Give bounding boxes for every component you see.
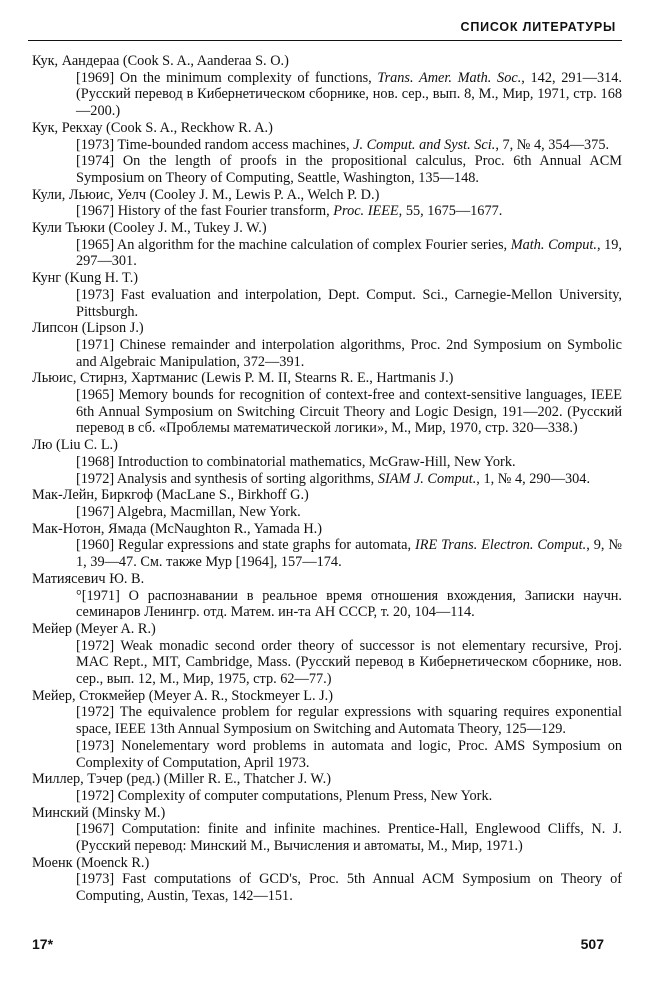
entry-author: Мейер, Стокмейер (Meyer A. R., Stockmeyer L. J.) <box>32 687 334 704</box>
entry-author: Лю (Liu C. L.) <box>32 437 118 454</box>
reference-text: [1972] The equivalence problem for regular expressions with squaring requires exponential space, IEEE 13th Annual Symposium on Switching and Automata Theory, 125—129. <box>76 704 622 738</box>
entry-author: Миллер, Тэчер (ред.) (Miller R. E., Thatcher J. W.) <box>32 771 331 788</box>
reference-text: [1971] Chinese remainder and interpolation algorithms, Proc. 2nd Symposium on Symbolic and Algebraic Manipulation, 372—391. <box>76 336 622 370</box>
bibliography-entry <box>32 320 622 370</box>
entry-author: Матиясевич Ю. В. <box>32 570 145 587</box>
reference-text: [1972] Weak monadic second order theory of successor is not elementary recursive, Proj. MAC Rept., MIT, Cambridge, Mass. (Русский перевод в Кибернетическом сборнике, нов. сер., вып. 12, М., Мир, 1975, стр. 62—77.) <box>76 637 622 688</box>
reference-text: [1972] Analysis and synthesis of sorting algorithms, <box>76 470 378 487</box>
entry-reference <box>76 821 622 854</box>
bibliography-list <box>32 53 622 905</box>
reference-text: [1960] Regular expressions and state graphs for automata, <box>76 537 415 554</box>
reference-text: , 142, 291—314. (Русский перевод в Кибернетическом сборнике, нов. сер., вып. 8, М., Мир, 1971, стр. 168—200.) <box>76 69 622 120</box>
entry-reference <box>76 137 622 154</box>
bibliography-entry <box>32 187 622 220</box>
bibliography-entry <box>32 53 622 120</box>
bibliography-entry <box>32 855 622 905</box>
entry-reference <box>76 287 622 320</box>
entry-reference <box>76 638 622 688</box>
reference-text: [1967] Computation: finite and infinite machines. Prentice-Hall, Englewood Cliffs, N. J. (Русский перевод: Минский М., Вычисления и автоматы, М., Мир, 1971.) <box>76 821 622 855</box>
reference-text: [1967] History of the fast Fourier transform, <box>76 203 334 220</box>
bibliography-entry <box>32 805 622 855</box>
signature-mark: 17* <box>32 936 54 952</box>
reference-text: , 1, № 4, 290—304. <box>476 470 591 487</box>
bibliography-entry <box>32 521 622 571</box>
entry-reference <box>76 387 622 437</box>
reference-text: [1973] Nonelementary word problems in automata and logic, Proc. AMS Symposium on Complexity of Computation, April 1973. <box>76 737 622 771</box>
entry-author: Мак-Нотон, Ямада (McNaughton R., Yamada H.) <box>32 520 323 537</box>
entry-reference <box>76 788 622 805</box>
running-header <box>28 18 622 41</box>
reference-text: , 55, 1675—1677. <box>398 203 503 220</box>
entry-reference <box>76 70 622 120</box>
reference-text: [1973] Time-bounded random access machines, <box>76 136 354 153</box>
bibliography-entry <box>32 120 622 187</box>
reference-text: , 9, № 1, 39—47. См. также Мур [1964], 157—174. <box>76 537 622 571</box>
entry-reference <box>76 871 622 904</box>
reference-text: [1967] Algebra, Macmillan, New York. <box>76 503 301 520</box>
reference-text: , 7, № 4, 354—375. <box>495 136 610 153</box>
reference-text: [1973] Fast evaluation and interpolation, Dept. Comput. Sci., Carnegie-Mellon University, Pittsburgh. <box>76 286 622 320</box>
reference-text: [1973] Fast computations of GCD's, Proc. 5th Annual ACM Symposium on Theory of Computing, Austin, Texas, 142—151. <box>76 871 622 905</box>
reference-journal: SIAM J. Comput. <box>377 470 477 487</box>
entry-author: Кули Тьюки (Cooley J. M., Tukey J. W.) <box>32 220 267 237</box>
entry-reference <box>76 704 622 737</box>
entry-author: Липсон (Lipson J.) <box>32 320 144 337</box>
entry-author: Льюис, Стирнз, Хартманис (Lewis P. M. II, Stearns R. E., Hartmanis J.) <box>32 370 454 387</box>
bibliography-entry <box>32 220 622 270</box>
entry-reference <box>76 237 622 270</box>
entry-reference <box>76 203 622 220</box>
header-title: СПИСОК ЛИТЕРАТУРЫ <box>460 20 616 34</box>
bibliography-entry <box>32 437 622 487</box>
entry-author: Кули, Льюис, Уелч (Cooley J. M., Lewis P. A., Welch P. D.) <box>32 186 380 203</box>
entry-author: Моенк (Moenck R.) <box>32 854 150 871</box>
reference-journal: IRE Trans. Electron. Comput. <box>414 537 587 554</box>
reference-text: [1972] Complexity of computer computations, Plenum Press, New York. <box>76 787 493 804</box>
entry-author: Мейер (Meyer A. R.) <box>32 620 156 637</box>
reference-journal: Trans. Amer. Math. Soc. <box>377 69 522 86</box>
entry-reference <box>76 153 622 186</box>
entry-author: Кунг (Kung H. T.) <box>32 270 139 287</box>
reference-journal: Proc. IEEE <box>333 203 399 220</box>
reference-text: [1969] On the minimum complexity of functions, <box>76 69 378 86</box>
reference-text: , 19, 297—301. <box>76 236 622 270</box>
entry-author: Кук, Аандераа (Cook S. A., Aanderaa S. O.) <box>32 53 289 69</box>
bibliography-entry <box>32 270 622 320</box>
bibliography-entry <box>32 688 622 772</box>
entry-author: Мак-Лейн, Биркгоф (MacLane S., Birkhoff G.) <box>32 487 309 504</box>
entry-reference <box>76 588 622 621</box>
reference-text: [1965] An algorithm for the machine calculation of complex Fourier series, <box>76 236 511 253</box>
bibliography-entry <box>32 571 622 621</box>
bibliography-entry <box>32 370 622 437</box>
entry-reference <box>76 504 622 521</box>
bibliography-entry <box>32 487 622 520</box>
entry-reference <box>76 454 622 471</box>
reference-text: [1968] Introduction to combinatorial mathematics, McGraw-Hill, New York. <box>76 453 516 470</box>
entry-reference <box>76 738 622 771</box>
reference-journal: Math. Comput. <box>510 236 597 253</box>
reference-text: [1965] Memory bounds for recognition of context-free and context-sensitive languages, IEEE 6th Annual Symposium on Switching Circuit Theory and Logic Design, 191—202. (Русский перевод в сб. «Проблемы математической логики», М., Мир, 1970, стр. 320—338.) <box>76 387 622 437</box>
reference-text: [1974] On the length of proofs in the propositional calculus, Proc. 6th Annual ACM Symposium on Theory of Computing, Seattle, Washington, 135—148. <box>76 153 622 186</box>
page-number: 507 <box>580 936 604 952</box>
entry-author: Минский (Minsky M.) <box>32 804 166 821</box>
reference-journal: J. Comput. and Syst. Sci. <box>353 136 496 153</box>
entry-reference <box>76 471 622 488</box>
reference-text: °[1971] О распознавании в реальное время отношения вхождения, Записки научн. семинаров Ленингр. отд. Матем. ин-та АН СССР, т. 20, 104—114. <box>76 587 622 621</box>
bibliography-entry <box>32 771 622 804</box>
bibliography-entry <box>32 621 622 688</box>
entry-reference <box>76 537 622 570</box>
entry-author: Кук, Рекхау (Cook S. A., Reckhow R. A.) <box>32 119 273 136</box>
entry-reference <box>76 337 622 370</box>
